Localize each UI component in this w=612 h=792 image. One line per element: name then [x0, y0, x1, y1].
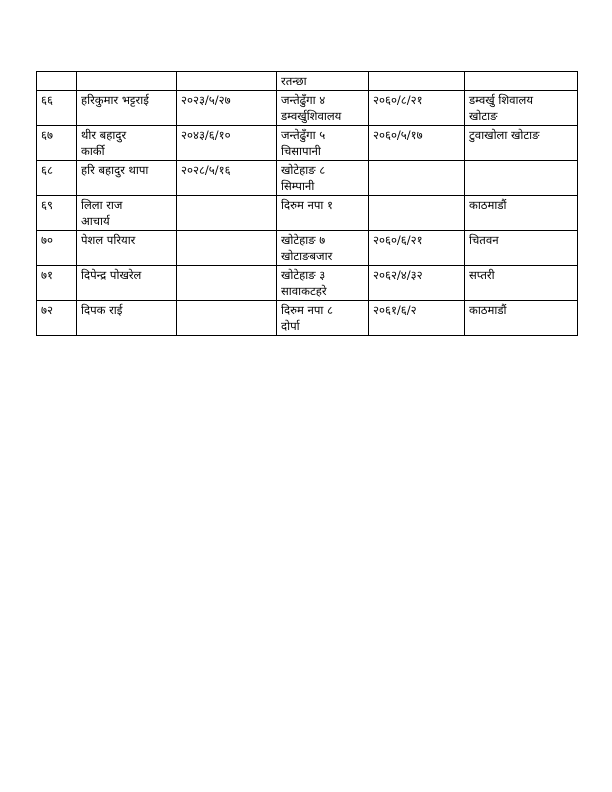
- birth-date-cell: [177, 196, 277, 231]
- address-cell: जन्तेढुँगा ५ चिसापानी: [277, 126, 369, 161]
- table-row: [37, 196, 578, 231]
- birth-date-cell: [177, 72, 277, 91]
- name-cell: दिपक राई: [77, 301, 177, 336]
- address-cell: दिरुम नपा १: [277, 196, 369, 231]
- birth-date-cell: २०२३/५/२७: [177, 91, 277, 126]
- location-cell: चितवन: [465, 231, 578, 266]
- data-table: [36, 71, 578, 336]
- serial-number-cell: ६९: [37, 196, 77, 231]
- serial-number-cell: ६८: [37, 161, 77, 196]
- birth-date-cell: २०४३/६/१०: [177, 126, 277, 161]
- address-cell: जन्तेढुँगा ४ डम्वर्खुशिवालय: [277, 91, 369, 126]
- location-cell: डम्वर्खु शिवालय खोटाङ: [465, 91, 578, 126]
- location-cell: काठमाडौं: [465, 301, 578, 336]
- location-cell: [465, 72, 578, 91]
- location-cell: सप्तरी: [465, 266, 578, 301]
- table-row: [37, 161, 578, 196]
- table-body: [37, 72, 578, 336]
- date-cell: २०६०/५/१७: [369, 126, 465, 161]
- name-cell: हरि बहादुर थापा: [77, 161, 177, 196]
- birth-date-cell: [177, 266, 277, 301]
- location-cell: काठमाडौं: [465, 196, 578, 231]
- table-row: [37, 72, 578, 91]
- address-cell: खोटेहाङ ८ सिम्पानी: [277, 161, 369, 196]
- date-cell: २०६०/६/२१: [369, 231, 465, 266]
- serial-number-cell: ७२: [37, 301, 77, 336]
- serial-number-cell: ७१: [37, 266, 77, 301]
- date-cell: २०६१/६/२: [369, 301, 465, 336]
- serial-number-cell: [37, 72, 77, 91]
- birth-date-cell: [177, 301, 277, 336]
- name-cell: हरिकुमार भट्टराई: [77, 91, 177, 126]
- name-cell: [77, 72, 177, 91]
- date-cell: [369, 72, 465, 91]
- name-cell: दिपेन्द्र पोखरेल: [77, 266, 177, 301]
- serial-number-cell: ६६: [37, 91, 77, 126]
- location-cell: [465, 161, 578, 196]
- table-row: [37, 91, 578, 126]
- name-cell: पेशल परियार: [77, 231, 177, 266]
- date-cell: [369, 196, 465, 231]
- date-cell: [369, 161, 465, 196]
- address-cell: खोटेहाङ ७ खोटाङबजार: [277, 231, 369, 266]
- birth-date-cell: २०२८/५/१६: [177, 161, 277, 196]
- table-row: [37, 126, 578, 161]
- table-row: [37, 301, 578, 336]
- name-cell: लिला राज आचार्य: [77, 196, 177, 231]
- address-cell: दिरुम नपा ८ दोर्पा: [277, 301, 369, 336]
- name-cell: थीर बहादुर कार्की: [77, 126, 177, 161]
- address-cell: रतन्छा: [277, 72, 369, 91]
- birth-date-cell: [177, 231, 277, 266]
- date-cell: २०६२/४/३२: [369, 266, 465, 301]
- serial-number-cell: ६७: [37, 126, 77, 161]
- table-row: [37, 266, 578, 301]
- date-cell: २०६०/८/२१: [369, 91, 465, 126]
- address-cell: खोटेहाङ ३ सावाकटहरे: [277, 266, 369, 301]
- table-row: [37, 231, 578, 266]
- location-cell: टुवाखोला खोटाङ: [465, 126, 578, 161]
- serial-number-cell: ७०: [37, 231, 77, 266]
